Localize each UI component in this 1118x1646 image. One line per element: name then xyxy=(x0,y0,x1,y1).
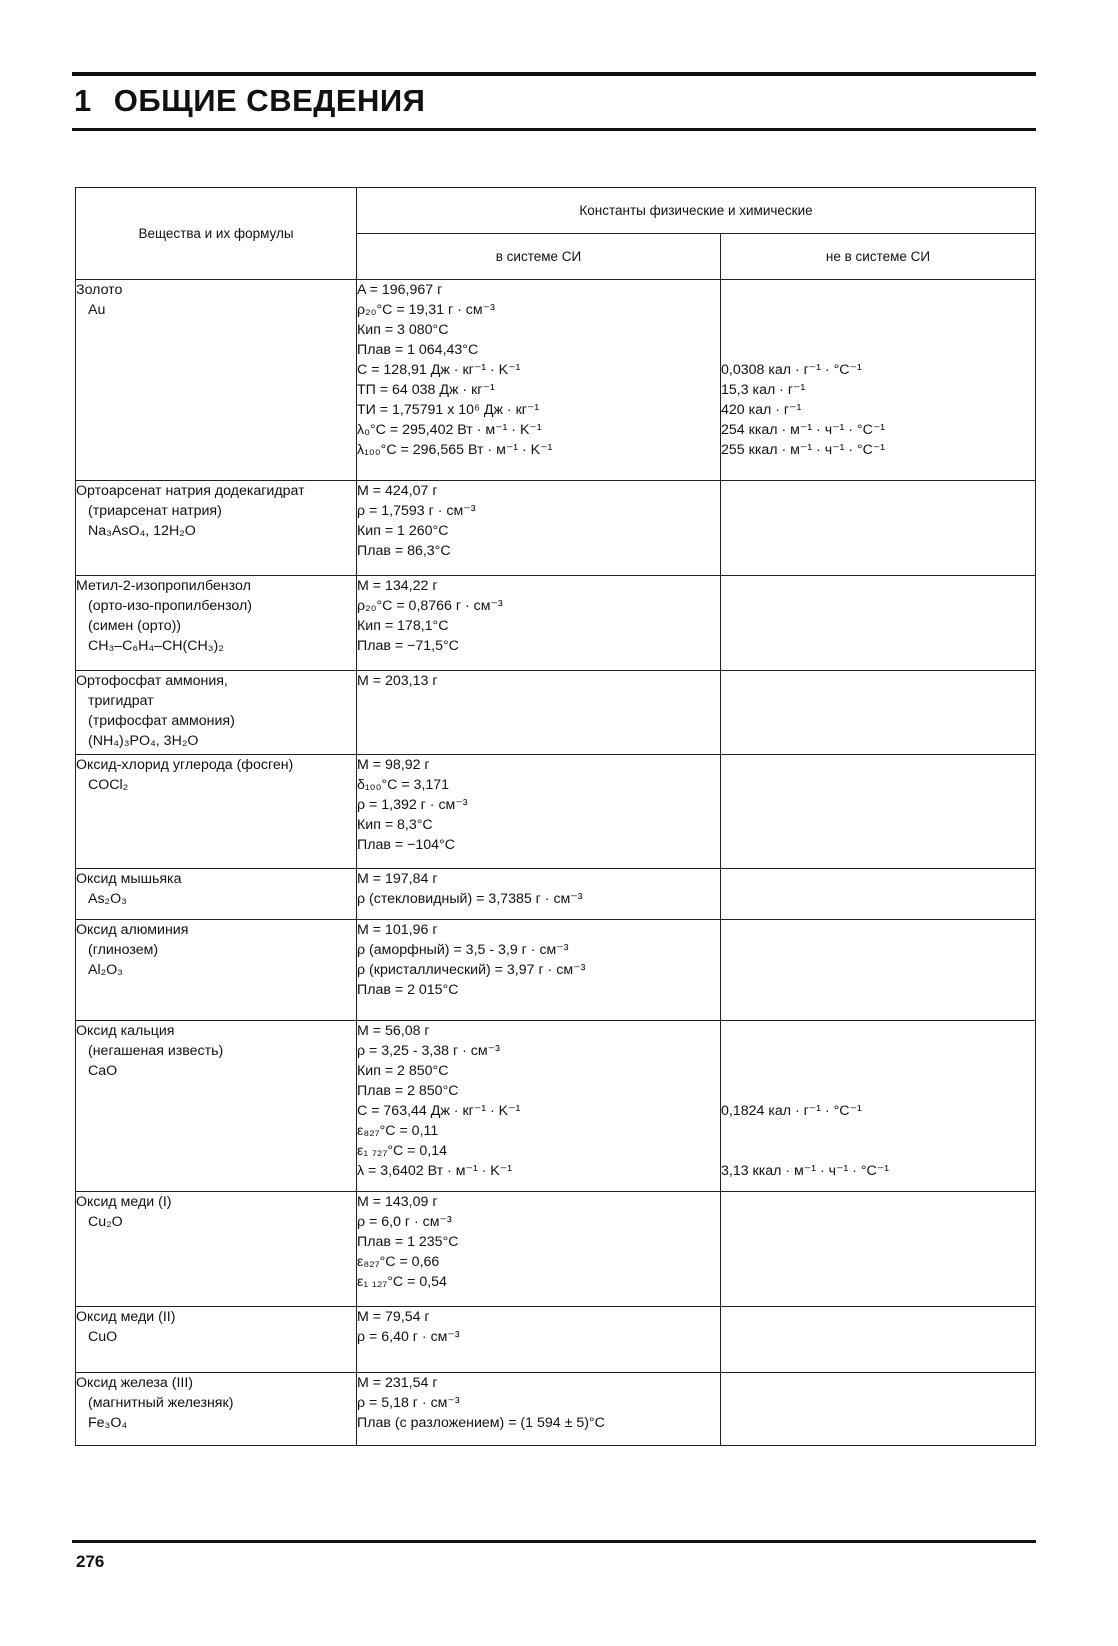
substance-formula: CaO xyxy=(88,1063,118,1079)
substance-cell xyxy=(76,1373,357,1446)
si-values-cell xyxy=(357,671,721,755)
substance-cell xyxy=(76,280,357,481)
non-si-value xyxy=(721,1121,1035,1141)
si-value: M = 197,84 г xyxy=(357,871,438,887)
heading-underline xyxy=(72,128,1036,131)
si-value: M = 98,92 г xyxy=(357,757,430,773)
substance-cell xyxy=(76,920,357,1021)
table-row xyxy=(76,1373,1036,1446)
si-value: λ₁₀₀°C = 296,565 Вт · м⁻¹ · K⁻¹ xyxy=(357,442,553,458)
substance-formula: Au xyxy=(88,302,106,318)
si-value: ρ = 3,25 - 3,38 г · см⁻³ xyxy=(357,1043,500,1059)
substance-name: Ортоарсенат натрия додекагидрат xyxy=(76,483,305,499)
header-non-si: не в системе СИ xyxy=(721,234,1036,280)
si-value: ε₁ ₁₂₇°C = 0,54 xyxy=(357,1274,447,1290)
section-number: 1 xyxy=(74,83,92,118)
non-si-value xyxy=(721,1021,1035,1041)
table-row xyxy=(76,280,1036,481)
substance-formula: As₂O₃ xyxy=(88,891,127,907)
non-si-values-cell xyxy=(721,1192,1036,1307)
non-si-value xyxy=(721,1061,1035,1081)
substance-formula: Na₃AsO₄, 12H₂O xyxy=(88,523,196,539)
si-value: M = 203,13 г xyxy=(357,673,438,689)
non-si-values-cell xyxy=(721,576,1036,671)
si-value: M = 79,54 г xyxy=(357,1309,430,1325)
non-si-value: 15,3 кал · г⁻¹ xyxy=(721,382,806,398)
page-number: 276 xyxy=(76,1552,105,1571)
si-value: Кип = 3 080°C xyxy=(357,322,449,338)
substance-name: Оксид железа (III) xyxy=(76,1375,194,1391)
substance-cell xyxy=(76,1307,357,1373)
si-value: M = 56,08 г xyxy=(357,1023,430,1039)
si-value: Плав = 2 015°C xyxy=(357,982,459,998)
non-si-values-cell xyxy=(721,671,1036,755)
non-si-value: 0,1824 кал · г⁻¹ · °C⁻¹ xyxy=(721,1103,862,1119)
substance-cell xyxy=(76,576,357,671)
substance-formula: (трифосфат аммония) xyxy=(88,713,235,729)
substance-cell xyxy=(76,1021,357,1192)
non-si-values-cell xyxy=(721,1373,1036,1446)
substance-name: Оксид алюминия xyxy=(76,922,189,938)
non-si-value xyxy=(721,320,1035,340)
substance-name: Оксид мышьяка xyxy=(76,871,182,887)
si-value: ε₈₂₇°C = 0,66 xyxy=(357,1254,440,1270)
substance-formula: (негашеная известь) xyxy=(88,1043,224,1059)
non-si-value xyxy=(721,340,1035,360)
si-value: ρ (аморфный) = 3,5 - 3,9 г · см⁻³ xyxy=(357,942,569,958)
si-value: ρ = 1,7593 г · см⁻³ xyxy=(357,503,476,519)
si-value: A = 196,967 г xyxy=(357,282,443,298)
non-si-values-cell xyxy=(721,869,1036,920)
non-si-values-cell xyxy=(721,1307,1036,1373)
substance-formula: (симен (орто)) xyxy=(88,618,182,634)
si-value: M = 101,96 г xyxy=(357,922,438,938)
si-value: M = 143,09 г xyxy=(357,1194,438,1210)
si-value: Плав = −71,5°C xyxy=(357,638,459,654)
non-si-values-cell xyxy=(721,920,1036,1021)
header-substances: Вещества и их формулы xyxy=(76,188,357,280)
si-values-cell xyxy=(357,576,721,671)
si-values-cell xyxy=(357,1021,721,1192)
constants-table xyxy=(75,187,1036,1446)
non-si-value: 254 ккал · м⁻¹ · ч⁻¹ · °C⁻¹ xyxy=(721,422,886,438)
non-si-value xyxy=(721,1081,1035,1101)
table-row xyxy=(76,671,1036,755)
si-value: Плав = 86,3°C xyxy=(357,543,451,559)
si-value: ε₁ ₇₂₇°C = 0,14 xyxy=(357,1143,448,1159)
footer-rule xyxy=(72,1540,1036,1543)
non-si-values-cell xyxy=(721,481,1036,576)
top-rule xyxy=(72,72,1036,76)
substance-formula: COCl₂ xyxy=(88,777,129,793)
substance-name: Оксид-хлорид углерода (фосген) xyxy=(76,757,294,773)
si-value: Плав = 2 850°C xyxy=(357,1083,459,1099)
si-value: ρ (стекловидный) = 3,7385 г · см⁻³ xyxy=(357,891,583,907)
section-title: ОБЩИЕ СВЕДЕНИЯ xyxy=(113,83,426,118)
si-value: M = 134,22 г xyxy=(357,578,438,594)
non-si-value: 420 кал · г⁻¹ xyxy=(721,402,802,418)
si-value: ρ = 1,392 г · см⁻³ xyxy=(357,797,468,813)
substance-formula: Cu₂O xyxy=(88,1214,123,1230)
non-si-values-cell xyxy=(721,755,1036,869)
si-value: δ₁₀₀°C = 3,171 xyxy=(357,777,450,793)
substance-name: Метил-2-изопропилбензол xyxy=(76,578,251,594)
substance-formula: CH₃–C₆H₄–CH(CH₃)₂ xyxy=(88,638,224,654)
table-row xyxy=(76,1021,1036,1192)
header-constants: Константы физические и химические xyxy=(357,188,1036,234)
si-value: Плав = 1 235°C xyxy=(357,1234,459,1250)
si-value: ρ₂₀°C = 19,31 г · см⁻³ xyxy=(357,302,495,318)
table-row xyxy=(76,1192,1036,1307)
si-value: C = 128,91 Дж · кг⁻¹ · K⁻¹ xyxy=(357,362,521,378)
substance-formula: CuO xyxy=(88,1329,118,1345)
si-values-cell xyxy=(357,1192,721,1307)
substance-formula: (NH₄)₃PO₄, 3H₂O xyxy=(88,733,199,749)
si-value: ρ = 6,0 г · см⁻³ xyxy=(357,1214,452,1230)
non-si-values-cell xyxy=(721,280,1036,481)
si-values-cell xyxy=(357,481,721,576)
substance-formula: Al₂O₃ xyxy=(88,962,123,978)
substance-formula: (орто-изо-пропилбензол) xyxy=(88,598,253,614)
si-value: Плав = −104°C xyxy=(357,837,455,853)
si-value: M = 424,07 г xyxy=(357,483,438,499)
si-values-cell xyxy=(357,1307,721,1373)
table-row xyxy=(76,755,1036,869)
si-value: ρ = 5,18 г · см⁻³ xyxy=(357,1395,460,1411)
non-si-value: 3,13 ккал · м⁻¹ · ч⁻¹ · °C⁻¹ xyxy=(721,1163,889,1179)
substance-name: Оксид меди (II) xyxy=(76,1309,176,1325)
substance-name: Золото xyxy=(76,282,123,298)
table-row xyxy=(76,576,1036,671)
si-value: Кип = 8,3°C xyxy=(357,817,433,833)
si-values-cell xyxy=(357,755,721,869)
table-row xyxy=(76,481,1036,576)
si-value: ρ (кристаллический) = 3,97 г · см⁻³ xyxy=(357,962,586,978)
si-value: ТИ = 1,75791 x 10⁶ Дж · кг⁻¹ xyxy=(357,402,540,418)
substance-name: Оксид меди (I) xyxy=(76,1194,172,1210)
substance-name: Оксид кальция xyxy=(76,1023,175,1039)
si-value: M = 231,54 г xyxy=(357,1375,438,1391)
si-values-cell xyxy=(357,280,721,481)
substance-cell xyxy=(76,1192,357,1307)
substance-cell xyxy=(76,671,357,755)
si-value: ρ = 6,40 г · см⁻³ xyxy=(357,1329,460,1345)
si-value: ε₈₂₇°C = 0,11 xyxy=(357,1123,439,1139)
si-value: Кип = 1 260°C xyxy=(357,523,449,539)
substance-formula: (глинозем) xyxy=(88,942,159,958)
non-si-value xyxy=(721,300,1035,320)
si-value: C = 763,44 Дж · кг⁻¹ · K⁻¹ xyxy=(357,1103,521,1119)
section-heading xyxy=(74,84,425,118)
si-value: ρ₂₀°C = 0,8766 г · см⁻³ xyxy=(357,598,503,614)
si-value: ТП = 64 038 Дж · кг⁻¹ xyxy=(357,382,495,398)
table-row xyxy=(76,1307,1036,1373)
header-si: в системе СИ xyxy=(357,234,721,280)
si-values-cell xyxy=(357,869,721,920)
non-si-value: 0,0308 кал · г⁻¹ · °C⁻¹ xyxy=(721,362,862,378)
substance-formula: (триарсенат натрия) xyxy=(88,503,222,519)
non-si-value xyxy=(721,280,1035,300)
si-values-cell xyxy=(357,1373,721,1446)
substance-cell xyxy=(76,481,357,576)
non-si-values-cell xyxy=(721,1021,1036,1192)
non-si-value: 255 ккал · м⁻¹ · ч⁻¹ · °C⁻¹ xyxy=(721,442,886,458)
non-si-value xyxy=(721,1141,1035,1161)
substance-formula: (магнитный железняк) xyxy=(88,1395,234,1411)
substance-formula: тригидрат xyxy=(88,693,154,709)
substance-name: Ортофосфат аммония, xyxy=(76,673,228,689)
si-values-cell xyxy=(357,920,721,1021)
table-row xyxy=(76,869,1036,920)
substance-cell xyxy=(76,755,357,869)
si-value: Плав (с разложением) = (1 594 ± 5)°C xyxy=(357,1415,605,1431)
si-value: λ = 3,6402 Вт · м⁻¹ · K⁻¹ xyxy=(357,1163,512,1179)
si-value: λ₀°C = 295,402 Вт · м⁻¹ · K⁻¹ xyxy=(357,422,542,438)
si-value: Кип = 2 850°C xyxy=(357,1063,449,1079)
table-row xyxy=(76,920,1036,1021)
substance-formula: Fe₃O₄ xyxy=(88,1415,128,1431)
non-si-value xyxy=(721,1041,1035,1061)
si-value: Плав = 1 064,43°C xyxy=(357,342,479,358)
si-value: Кип = 178,1°C xyxy=(357,618,449,634)
substance-cell xyxy=(76,869,357,920)
